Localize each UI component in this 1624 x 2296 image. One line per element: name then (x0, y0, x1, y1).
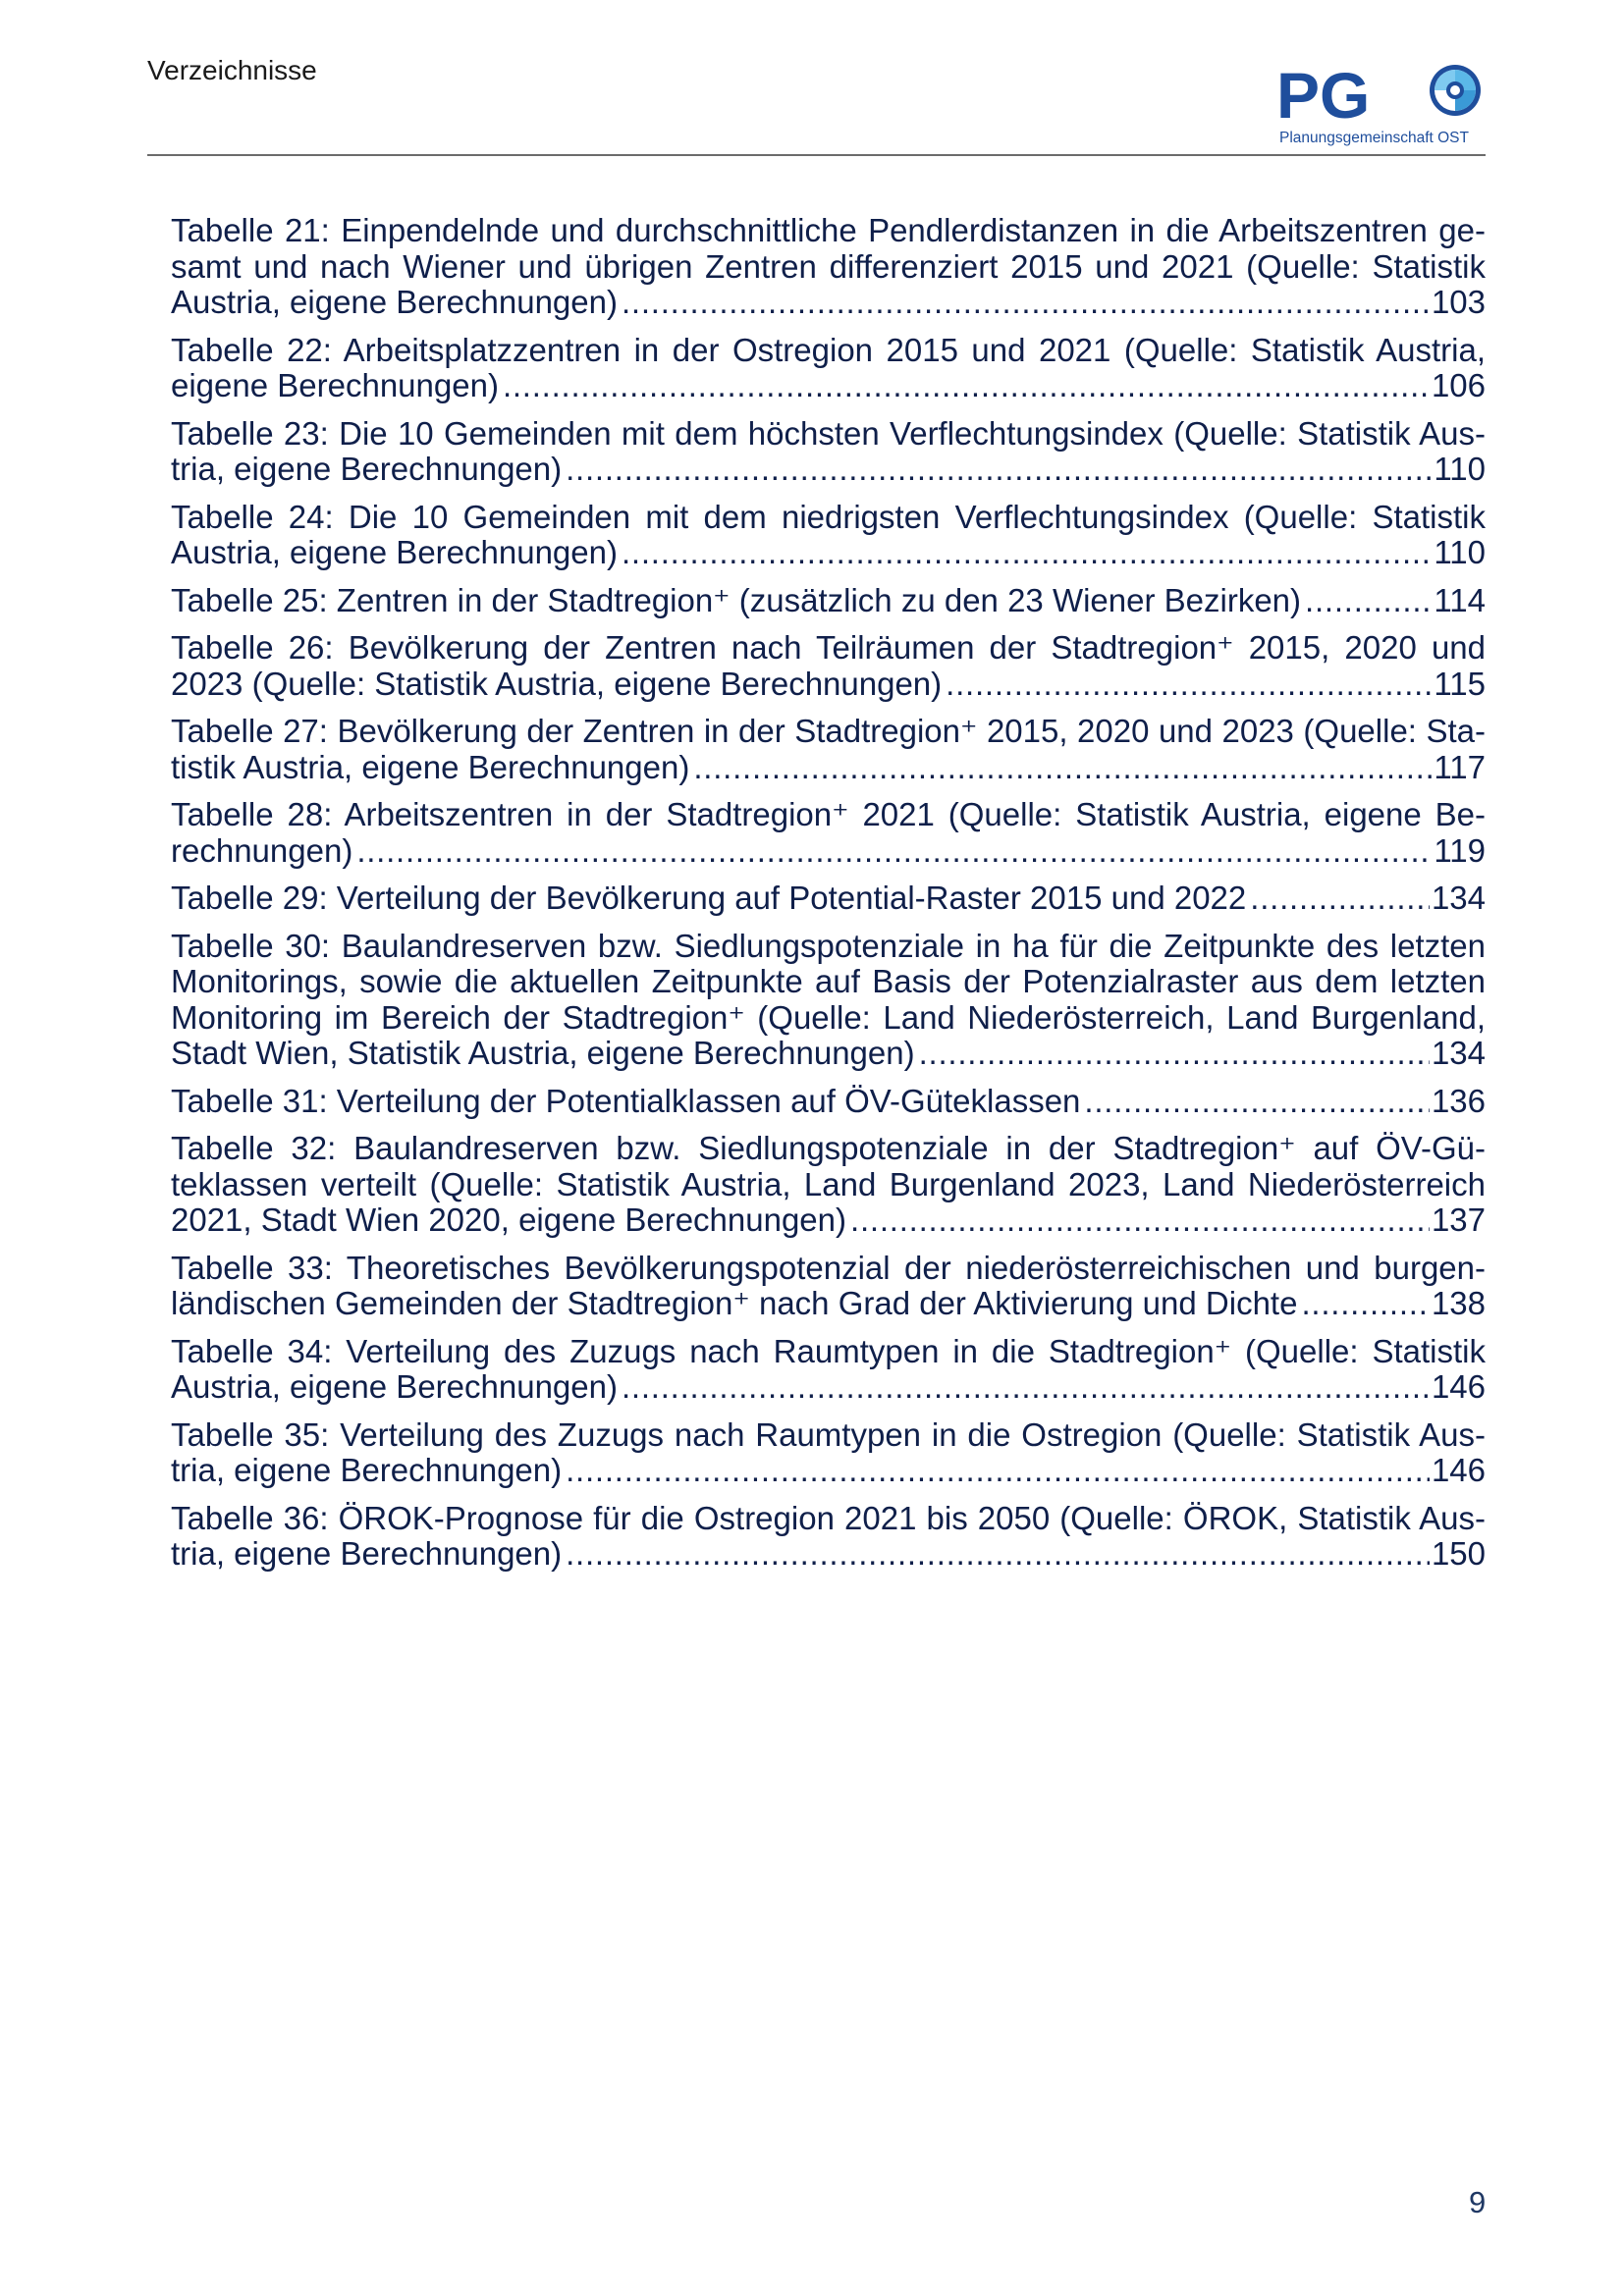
toc-page-number[interactable]: 138 (1431, 1285, 1486, 1321)
toc-entry[interactable] (171, 797, 1486, 869)
toc-entry-text: tria, eigene Berechnungen) (171, 1452, 563, 1488)
toc-entry-line: Tabelle 28: Arbeitszentren in der Stadtregion⁺ 2021 (Quelle: Statistik Austria, eigene Be- (171, 796, 1486, 832)
toc-dot-leader (566, 1453, 1430, 1489)
toc-dot-leader (1250, 881, 1430, 917)
toc-dot-leader (1305, 583, 1432, 619)
toc-entry-last-line (171, 1286, 1486, 1322)
toc-entry-line: Tabelle 32: Baulandreserven bzw. Siedlungspotenziale in der Stadtregion⁺ auf ÖV-Gü- (171, 1130, 1486, 1166)
toc-entry-text: ländischen Gemeinden der Stadtregion⁺ nach Grad der Aktivierung und Dichte (171, 1285, 1298, 1321)
toc-dot-leader (356, 833, 1432, 870)
toc-page-number[interactable]: 119 (1434, 831, 1486, 869)
table-of-tables (171, 213, 1486, 1584)
toc-entry-last-line (171, 667, 1486, 703)
toc-entry-text: Stadt Wien, Statistik Austria, eigene Berechnungen) (171, 1035, 915, 1071)
toc-entry-last-line (171, 1536, 1486, 1573)
logo-globe-icon (1430, 65, 1481, 116)
toc-entry-line: Monitoring im Bereich der Stadtregion⁺ (Quelle: Land Niederösterreich, Land Burgenland, (171, 998, 1486, 1036)
toc-page-number[interactable]: 134 (1431, 1035, 1486, 1071)
toc-entry-last-line (171, 833, 1486, 870)
toc-entry-last-line (171, 1036, 1486, 1072)
toc-page-number[interactable]: 110 (1434, 534, 1486, 570)
toc-entry-text: tria, eigene Berechnungen) (171, 451, 563, 487)
toc-entry-last-line (171, 1084, 1486, 1120)
toc-entry-last-line (171, 881, 1486, 917)
toc-dot-leader (693, 750, 1432, 786)
toc-dot-leader (1084, 1084, 1430, 1120)
toc-entry[interactable] (171, 333, 1486, 404)
toc-dot-leader (566, 1536, 1430, 1573)
toc-dot-leader (850, 1202, 1430, 1239)
toc-entry-last-line (171, 535, 1486, 571)
pgo-logo (1276, 59, 1489, 147)
toc-entry-line: Tabelle 26: Bevölkerung der Zentren nach Teilräumen der Stadtregion⁺ 2015, 2020 und (171, 629, 1486, 666)
toc-dot-leader (622, 285, 1430, 321)
toc-page-number[interactable]: 106 (1431, 367, 1486, 403)
toc-entry-line: teklassen verteilt (Quelle: Statistik Austria, Land Burgenland 2023, Land Niederösterreich (171, 1165, 1486, 1202)
toc-entry[interactable] (171, 929, 1486, 1072)
header-divider (147, 154, 1486, 156)
toc-page-number[interactable]: 115 (1434, 665, 1486, 702)
toc-entry[interactable] (171, 1251, 1486, 1322)
toc-entry-text: Austria, eigene Berechnungen) (171, 534, 618, 570)
page-number: 9 (1469, 2185, 1487, 2219)
toc-entry-line: samt und nach Wiener und übrigen Zentren differenziert 2015 und 2021 (Quelle: Statistik (171, 247, 1486, 285)
toc-page-number[interactable]: 137 (1431, 1201, 1486, 1238)
toc-entry-line: Tabelle 21: Einpendelnde und durchschnittliche Pendlerdistanzen in die Arbeitszentren ge- (171, 212, 1486, 248)
toc-entry[interactable] (171, 714, 1486, 785)
toc-entry-text: tria, eigene Berechnungen) (171, 1535, 563, 1572)
toc-dot-leader (946, 667, 1432, 703)
toc-entry-text: tistik Austria, eigene Berechnungen) (171, 748, 690, 785)
toc-entry-line: Tabelle 24: Die 10 Gemeinden mit dem niedrigsten Verflechtungsindex (Quelle: Statistik (171, 498, 1486, 535)
toc-dot-leader (622, 535, 1432, 571)
toc-entry-text: Tabelle 31: Verteilung der Potentialklassen auf ÖV-Güteklassen (171, 1082, 1081, 1119)
toc-entry-line: Tabelle 27: Bevölkerung der Zentren in der Stadtregion⁺ 2015, 2020 und 2023 (Quelle: Sta- (171, 713, 1486, 749)
toc-entry-text: Tabelle 29: Verteilung der Bevölkerung auf Potential-Raster 2015 und 2022 (171, 880, 1247, 916)
toc-page-number[interactable]: 117 (1434, 748, 1486, 785)
toc-entry-line: Tabelle 33: Theoretisches Bevölkerungspotenzial der niederösterreichischen und burgen- (171, 1249, 1486, 1286)
logo-subtitle: Planungsgemeinschaft OST (1279, 130, 1469, 146)
toc-page-number[interactable]: 146 (1431, 1452, 1486, 1488)
toc-page-number[interactable]: 146 (1431, 1368, 1486, 1405)
toc-entry-last-line (171, 583, 1486, 619)
toc-entry[interactable] (171, 1131, 1486, 1239)
toc-entry-last-line (171, 1369, 1486, 1406)
toc-page-number[interactable]: 103 (1431, 284, 1486, 320)
toc-entry-last-line (171, 1453, 1486, 1489)
toc-entry[interactable] (171, 416, 1486, 488)
toc-page-number[interactable]: 114 (1434, 581, 1486, 618)
toc-entry-text: Austria, eigene Berechnungen) (171, 1368, 618, 1405)
toc-entry-text: Austria, eigene Berechnungen) (171, 284, 618, 320)
toc-dot-leader (622, 1369, 1430, 1406)
toc-entry-line: Tabelle 23: Die 10 Gemeinden mit dem höchsten Verflechtungsindex (Quelle: Statistik Aus- (171, 414, 1486, 452)
toc-entry-text: eigene Berechnungen) (171, 367, 499, 403)
toc-entry[interactable] (171, 583, 1486, 619)
toc-entry-line: Monitorings, sowie die aktuellen Zeitpunkte auf Basis der Potenzialraster aus dem letzten (171, 963, 1486, 999)
toc-entry-line: Tabelle 35: Verteilung des Zuzugs nach Raumtypen in die Ostregion (Quelle: Statistik Aus- (171, 1415, 1486, 1453)
toc-entry[interactable] (171, 213, 1486, 321)
toc-entry-last-line (171, 285, 1486, 321)
logo-letters: PG (1276, 59, 1371, 132)
running-header-title: Verzeichnisse (147, 55, 317, 85)
toc-entry[interactable] (171, 630, 1486, 702)
toc-entry[interactable] (171, 1334, 1486, 1406)
toc-entry-line: Tabelle 34: Verteilung des Zuzugs nach Raumtypen in die Stadtregion⁺ (Quelle: Statistik (171, 1332, 1486, 1369)
toc-entry-text: rechnungen) (171, 831, 353, 869)
toc-entry-last-line (171, 452, 1486, 488)
pgo-logo-graphic (1276, 59, 1489, 147)
toc-entry-last-line (171, 750, 1486, 786)
toc-dot-leader (1301, 1286, 1429, 1322)
toc-entry-line: Tabelle 22: Arbeitsplatzzentren in der Ostregion 2015 und 2021 (Quelle: Statistik Austria, (171, 331, 1486, 368)
toc-entry-text: Tabelle 25: Zentren in der Stadtregion⁺ (zusätzlich zu den 23 Wiener Bezirken) (171, 581, 1302, 618)
toc-entry-text: 2021, Stadt Wien 2020, eigene Berechnungen) (171, 1201, 847, 1238)
toc-entry[interactable] (171, 881, 1486, 917)
toc-dot-leader (566, 452, 1432, 488)
toc-page-number[interactable]: 134 (1431, 880, 1486, 916)
toc-entry[interactable] (171, 1501, 1486, 1573)
toc-page-number[interactable]: 150 (1431, 1535, 1486, 1572)
toc-dot-leader (919, 1036, 1430, 1072)
toc-entry-last-line (171, 1202, 1486, 1239)
toc-entry[interactable] (171, 1084, 1486, 1120)
toc-page-number[interactable]: 110 (1434, 451, 1486, 487)
toc-entry[interactable] (171, 500, 1486, 571)
toc-entry[interactable] (171, 1417, 1486, 1489)
toc-dot-leader (503, 368, 1430, 404)
toc-entry-line: Tabelle 36: ÖROK-Prognose für die Ostregion 2021 bis 2050 (Quelle: ÖROK, Statistik Aus- (171, 1499, 1486, 1536)
toc-entry-text: 2023 (Quelle: Statistik Austria, eigene Berechnungen) (171, 665, 943, 702)
toc-entry-line: Tabelle 30: Baulandreserven bzw. Siedlungspotenziale in ha für die Zeitpunkte des letzten (171, 927, 1486, 964)
toc-entry-last-line (171, 368, 1486, 404)
toc-page-number[interactable]: 136 (1431, 1082, 1486, 1119)
